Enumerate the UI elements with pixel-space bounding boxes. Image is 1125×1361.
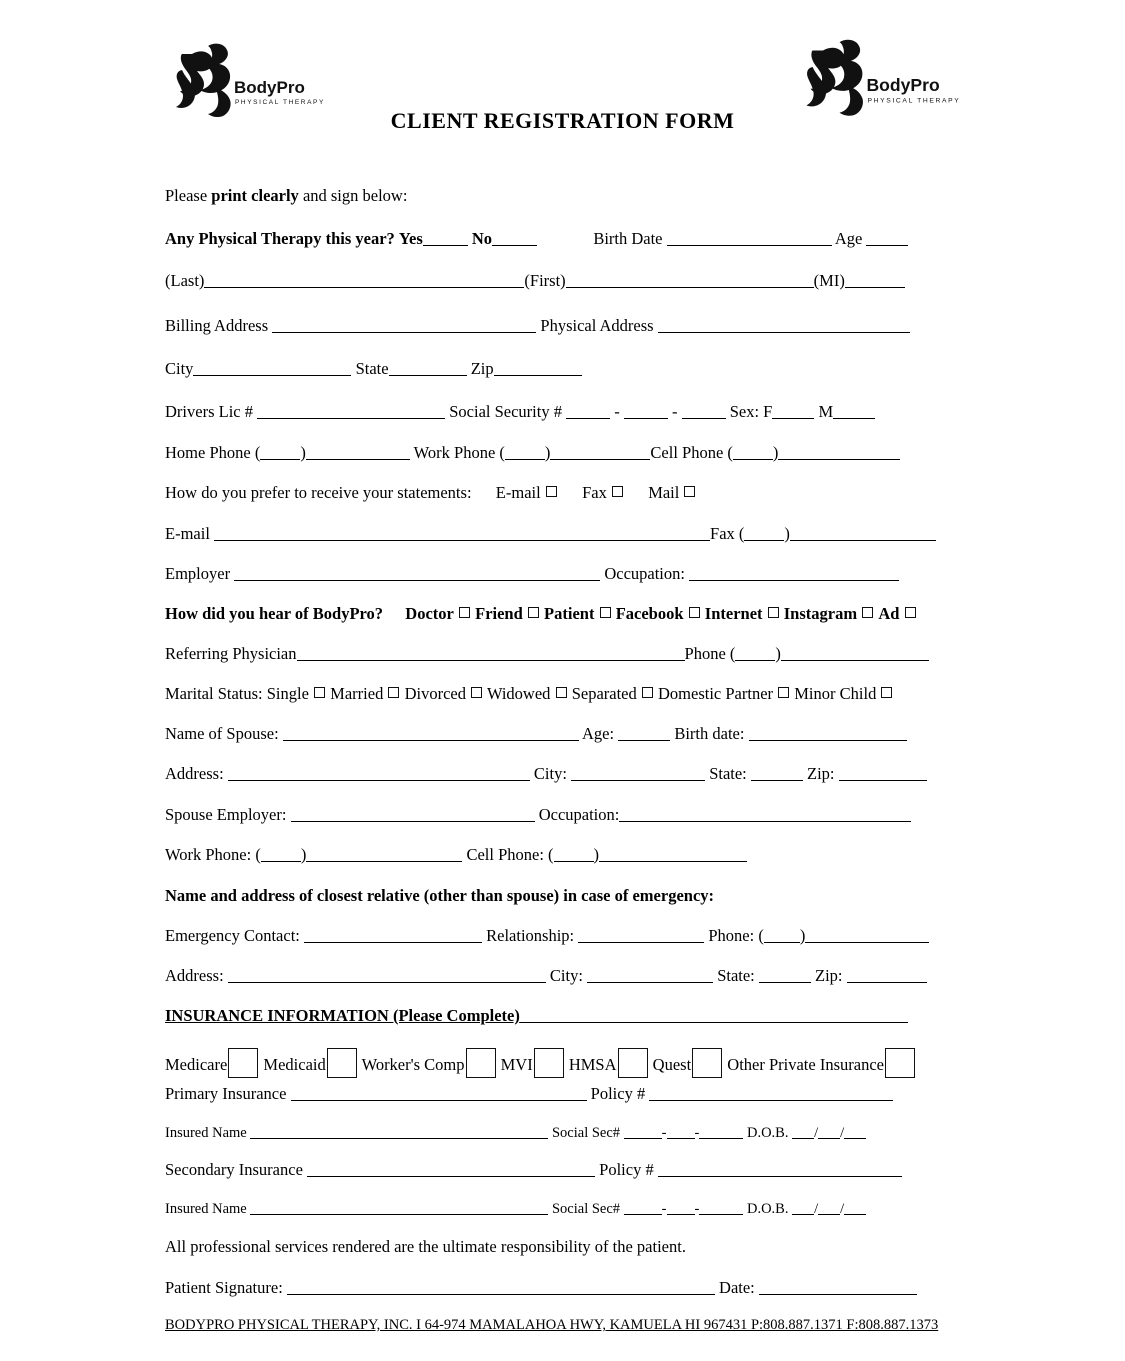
intro-suffix: and sign below: [298, 186, 408, 205]
responsibility-text: All professional services rendered are the ultimate responsibility of the patient. [165, 1237, 686, 1256]
marital-separated-label: Separated [571, 684, 637, 703]
address-row [165, 316, 965, 335]
spouse-name-row [165, 724, 965, 743]
logo-wordmark-right: BodyPro [866, 74, 940, 95]
spouse-occupation-blank[interactable] [619, 807, 911, 822]
responsibility-row [165, 1237, 965, 1256]
marital-widowed-label: Widowed [486, 684, 551, 703]
primary-insured-name-blank[interactable] [250, 1124, 548, 1139]
secondary-social-sec-label: Social Sec# [551, 1201, 621, 1217]
spouse-work-paren: ) [300, 845, 307, 864]
primary-dob-d[interactable] [818, 1124, 840, 1139]
drivers-lic-label: Drivers Lic # [165, 402, 253, 421]
signature-row [165, 1278, 965, 1297]
employer-row [165, 564, 965, 583]
page-title: CLIENT REGISTRATION FORM [390, 108, 735, 133]
how-hear-row [165, 604, 965, 623]
drivers-lic-blank[interactable] [257, 404, 445, 419]
emergency-contact-blank[interactable] [304, 928, 482, 943]
emergency-phone-blank[interactable] [805, 928, 929, 943]
fax-paren: ) [784, 524, 790, 543]
dl-ssn-sex-row: Drivers Lic # Social Security # - - Sex: F M [165, 402, 965, 421]
work-phone-blank[interactable] [550, 445, 650, 460]
marital-divorced-label: Divorced [404, 684, 466, 703]
ssn-label: Social Security # [449, 402, 562, 421]
secondary-dob-y[interactable] [844, 1200, 866, 1215]
emergency-address-label: Address: [165, 966, 224, 985]
work-phone-area[interactable] [505, 445, 545, 460]
relationship-label: Relationship: [486, 926, 575, 945]
last-name-blank[interactable] [204, 273, 524, 288]
spouse-work-phone-label: Work Phone: ( [165, 845, 261, 864]
city-state-zip-row [165, 359, 965, 378]
secondary-insurance-label: Secondary Insurance [165, 1160, 303, 1179]
yes-label: Yes [398, 229, 423, 248]
hear-option-internet: Internet [704, 604, 763, 623]
secondary-ssn-2[interactable] [667, 1200, 695, 1215]
insurance-hmsa-checkbox[interactable] [618, 1048, 648, 1078]
insurance-workers-comp-checkbox[interactable] [466, 1048, 496, 1078]
secondary-ssn-3[interactable] [699, 1200, 743, 1215]
email-blank[interactable] [214, 526, 710, 541]
ssn-blank-1[interactable] [566, 404, 610, 419]
spouse-phones-row [165, 845, 965, 864]
therapy-row [165, 229, 965, 248]
insurance-medicare-label: Medicare [165, 1055, 228, 1074]
marital-minor-child-checkbox[interactable] [881, 687, 892, 698]
emergency-city-label: City: [549, 966, 583, 985]
insurance-other-checkbox[interactable] [885, 1048, 915, 1078]
footer-address: BODYPRO PHYSICAL THERAPY, INC. I 64-974 MAMALAHOA HWY, KAMUELA HI 967431 P:808.887.1371 F:808.887.1373 [165, 1317, 939, 1333]
marital-domestic-label: Domestic Partner [658, 684, 774, 703]
home-phone-area[interactable] [260, 445, 300, 460]
hear-option-friend: Friend [475, 604, 523, 623]
referring-physician-label: Referring Physician [165, 644, 297, 663]
sex-female-label: Sex: F [729, 402, 773, 421]
statements-fax-checkbox[interactable] [612, 486, 623, 497]
primary-insurance-label: Primary Insurance [165, 1084, 287, 1103]
referring-phone-paren: ) [775, 644, 781, 663]
birth-date-label: Birth Date [593, 229, 663, 248]
name-row [165, 271, 965, 290]
spouse-cell-phone-blank[interactable] [599, 847, 747, 862]
physical-address-label: Physical Address [540, 316, 654, 335]
ssn-blank-3[interactable] [682, 404, 726, 419]
hear-doctor-checkbox[interactable] [459, 607, 470, 618]
logo-tagline-right: PHYSICAL THERAPY [867, 97, 961, 105]
insurance-mvi-checkbox[interactable] [534, 1048, 564, 1078]
city-label: City [165, 359, 194, 378]
mi-label: (MI) [813, 271, 845, 290]
marital-status-row [165, 684, 965, 703]
employer-label: Employer [165, 564, 231, 583]
insurance-other-label: Other Private Insurance [727, 1055, 884, 1074]
marital-domestic-partner-checkbox[interactable] [778, 687, 789, 698]
primary-insurance-blank[interactable] [291, 1086, 587, 1101]
emergency-phone-paren: ) [799, 926, 806, 945]
first-name-blank[interactable] [566, 273, 814, 288]
insurance-hmsa-label: HMSA [568, 1055, 617, 1074]
cell-phone-paren: ) [772, 443, 779, 462]
spouse-work-phone-area[interactable] [261, 847, 301, 862]
first-name-label: (First) [524, 271, 566, 290]
statements-fax-label: Fax [582, 483, 607, 502]
spouse-cell-paren: ) [593, 845, 600, 864]
secondary-policy-blank[interactable] [658, 1162, 902, 1177]
sex-male-label: M [818, 402, 834, 421]
secondary-ssn-1[interactable] [624, 1200, 662, 1215]
hear-instagram-checkbox[interactable] [862, 607, 873, 618]
billing-address-label: Billing Address [165, 316, 269, 335]
primary-ssn-3[interactable] [699, 1124, 743, 1139]
spouse-age-blank[interactable] [618, 726, 670, 741]
marital-separated-checkbox[interactable] [642, 687, 653, 698]
cell-phone-blank[interactable] [778, 445, 900, 460]
marital-minor-label: Minor Child [794, 684, 877, 703]
secondary-dob-label: D.O.B. [746, 1201, 789, 1217]
statements-email-checkbox[interactable] [546, 486, 557, 497]
emergency-heading [165, 886, 965, 905]
primary-dob-label: D.O.B. [746, 1125, 789, 1141]
statements-mail-checkbox[interactable] [684, 486, 695, 497]
marital-single-label: Single [266, 684, 309, 703]
secondary-insurance-blank[interactable] [307, 1162, 595, 1177]
secondary-dob-m[interactable] [792, 1200, 814, 1215]
spouse-employer-row [165, 805, 965, 824]
primary-policy-label: Policy # [590, 1084, 646, 1103]
age-blank[interactable] [866, 231, 908, 246]
insurance-heading-rule [520, 1008, 908, 1023]
phones-row [165, 443, 965, 462]
primary-ssn-1[interactable] [624, 1124, 662, 1139]
signature-date-blank[interactable] [759, 1280, 917, 1295]
primary-insured-row: Insured Name Social Sec# - - D.O.B. / / [165, 1124, 965, 1143]
age-label: Age [834, 229, 863, 248]
spouse-city-label: City: [533, 764, 567, 783]
insurance-quest-label: Quest [652, 1055, 692, 1074]
insurance-mvi-label: MVI [500, 1055, 533, 1074]
how-hear-label: How did you hear of BodyPro? [165, 604, 384, 623]
insurance-quest-checkbox[interactable] [692, 1048, 722, 1078]
occupation-label: Occupation: [604, 564, 685, 583]
email-label: E-mail [165, 524, 210, 543]
hear-patient-checkbox[interactable] [600, 607, 611, 618]
zip-label: Zip [470, 359, 494, 378]
statements-mail-label: Mail [648, 483, 680, 502]
marital-married-label: Married [330, 684, 384, 703]
referring-physician-blank[interactable] [297, 646, 685, 661]
work-phone-label: Work Phone ( [413, 443, 505, 462]
spouse-state-label: State: [709, 764, 747, 783]
spouse-address-blank[interactable] [228, 766, 530, 781]
emergency-phone-area[interactable] [764, 928, 800, 943]
secondary-policy-label: Policy # [599, 1160, 654, 1179]
fax-label: Fax ( [710, 524, 745, 543]
intro-line [165, 186, 965, 205]
emergency-city-blank[interactable] [587, 968, 713, 983]
mi-blank[interactable] [845, 273, 905, 288]
sex-female-blank[interactable] [772, 404, 814, 419]
hear-option-doctor: Doctor [405, 604, 454, 623]
ssn-blank-2[interactable] [624, 404, 668, 419]
secondary-dob-d[interactable] [818, 1200, 840, 1215]
hear-friend-checkbox[interactable] [528, 607, 539, 618]
secondary-insured-name-label: Insured Name [165, 1201, 247, 1217]
fax-area-blank[interactable] [744, 526, 784, 541]
spouse-occupation-label: Occupation: [538, 805, 620, 824]
primary-dob-y[interactable] [844, 1124, 866, 1139]
logo-tagline-left: PHYSICAL THERAPY [235, 99, 325, 106]
no-label: No [471, 229, 493, 248]
no-blank[interactable] [492, 231, 537, 246]
emergency-contact-label: Emergency Contact: [165, 926, 300, 945]
relationship-blank[interactable] [578, 928, 704, 943]
spouse-birth-label: Birth date: [674, 724, 745, 743]
hear-option-facebook: Facebook [615, 604, 684, 623]
birth-date-blank[interactable] [667, 231, 832, 246]
occupation-blank[interactable] [689, 566, 899, 581]
emergency-address-row [165, 966, 965, 985]
referring-phone-area[interactable] [735, 646, 775, 661]
employer-blank[interactable] [234, 566, 600, 581]
therapy-question-label: Any Physical Therapy this year? [165, 229, 395, 248]
physical-address-blank[interactable] [658, 318, 910, 333]
insurance-workers-comp-label: Worker's Comp [361, 1055, 465, 1074]
city-blank[interactable] [193, 361, 351, 376]
patient-signature-label: Patient Signature: [165, 1278, 283, 1297]
state-label: State [355, 359, 389, 378]
cell-phone-label: Cell Phone ( [650, 443, 733, 462]
email-fax-row [165, 524, 965, 543]
insurance-medicare-checkbox[interactable] [228, 1048, 258, 1078]
statements-email-label: E-mail [495, 483, 541, 502]
spouse-cell-phone-label: Cell Phone: ( [466, 845, 554, 864]
primary-ssn-2[interactable] [667, 1124, 695, 1139]
referring-phone-blank[interactable] [781, 646, 929, 661]
spouse-birth-blank[interactable] [749, 726, 907, 741]
emergency-state-label: State: [717, 966, 755, 985]
intro-bold: print clearly [211, 186, 299, 205]
primary-dob-m[interactable] [792, 1124, 814, 1139]
intro-prefix: Please [165, 186, 212, 205]
patient-signature-blank[interactable] [287, 1280, 715, 1295]
insurance-types-row [165, 1048, 965, 1078]
cell-phone-area[interactable] [733, 445, 773, 460]
fax-blank[interactable] [790, 526, 936, 541]
statement-preference-row [165, 483, 965, 502]
hear-ad-checkbox[interactable] [905, 607, 916, 618]
hear-option-ad: Ad [878, 604, 900, 623]
zip-blank[interactable] [494, 361, 582, 376]
marital-married-checkbox[interactable] [388, 687, 399, 698]
insurance-medicaid-label: Medicaid [263, 1055, 326, 1074]
spouse-employer-label: Spouse Employer: [165, 805, 287, 824]
home-phone-paren: ) [300, 443, 306, 462]
hear-option-instagram: Instagram [783, 604, 858, 623]
marital-single-checkbox[interactable] [314, 687, 325, 698]
primary-insured-name-label: Insured Name [165, 1125, 247, 1141]
yes-blank[interactable] [423, 231, 468, 246]
secondary-insured-row: Insured Name Social Sec# - - D.O.B. / / [165, 1200, 965, 1219]
last-name-label: (Last) [165, 271, 205, 290]
signature-date-label: Date: [719, 1278, 755, 1297]
spouse-address-label: Address: [165, 764, 224, 783]
home-phone-blank[interactable] [306, 445, 410, 460]
spouse-zip-label: Zip: [807, 764, 835, 783]
sex-male-blank[interactable] [833, 404, 875, 419]
logo-wordmark-left: BodyPro [234, 78, 305, 97]
hear-internet-checkbox[interactable] [768, 607, 779, 618]
spouse-employer-blank[interactable] [291, 807, 535, 822]
emergency-address-blank[interactable] [228, 968, 546, 983]
insurance-heading-row [165, 1006, 965, 1025]
spouse-address-row [165, 764, 965, 783]
emergency-phone-label: Phone: ( [708, 926, 764, 945]
insurance-medicaid-checkbox[interactable] [327, 1048, 357, 1078]
spouse-zip-blank[interactable] [839, 766, 927, 781]
spouse-cell-phone-area[interactable] [554, 847, 594, 862]
spouse-age-label: Age: [582, 724, 615, 743]
emergency-heading-label: Name and address of closest relative (other than spouse) in case of emergency: [165, 886, 715, 905]
referring-physician-row [165, 644, 965, 663]
insurance-heading-label: INSURANCE INFORMATION (Please Complete) [165, 1006, 520, 1025]
spouse-state-blank[interactable] [751, 766, 803, 781]
home-phone-label: Home Phone ( [165, 443, 261, 462]
work-phone-paren: ) [544, 443, 551, 462]
secondary-insured-name-blank[interactable] [250, 1200, 548, 1215]
secondary-insurance-row [165, 1160, 965, 1179]
spouse-name-label: Name of Spouse: [165, 724, 279, 743]
marital-divorced-checkbox[interactable] [471, 687, 482, 698]
marital-status-label: Marital Status: [165, 684, 263, 703]
primary-policy-blank[interactable] [649, 1086, 893, 1101]
emergency-zip-blank[interactable] [847, 968, 927, 983]
statements-label: How do you prefer to receive your statements: [165, 483, 472, 502]
spouse-work-phone-blank[interactable] [306, 847, 462, 862]
primary-insurance-row [165, 1084, 965, 1103]
billing-address-blank[interactable] [272, 318, 536, 333]
referring-phone-label: Phone ( [684, 644, 736, 663]
marital-widowed-checkbox[interactable] [556, 687, 567, 698]
spouse-city-blank[interactable] [571, 766, 705, 781]
emergency-zip-label: Zip: [815, 966, 843, 985]
primary-social-sec-label: Social Sec# [551, 1125, 621, 1141]
emergency-state-blank[interactable] [759, 968, 811, 983]
spouse-name-blank[interactable] [283, 726, 579, 741]
hear-option-patient: Patient [544, 604, 595, 623]
hear-facebook-checkbox[interactable] [689, 607, 700, 618]
emergency-contact-row [165, 926, 965, 945]
state-blank[interactable] [389, 361, 467, 376]
